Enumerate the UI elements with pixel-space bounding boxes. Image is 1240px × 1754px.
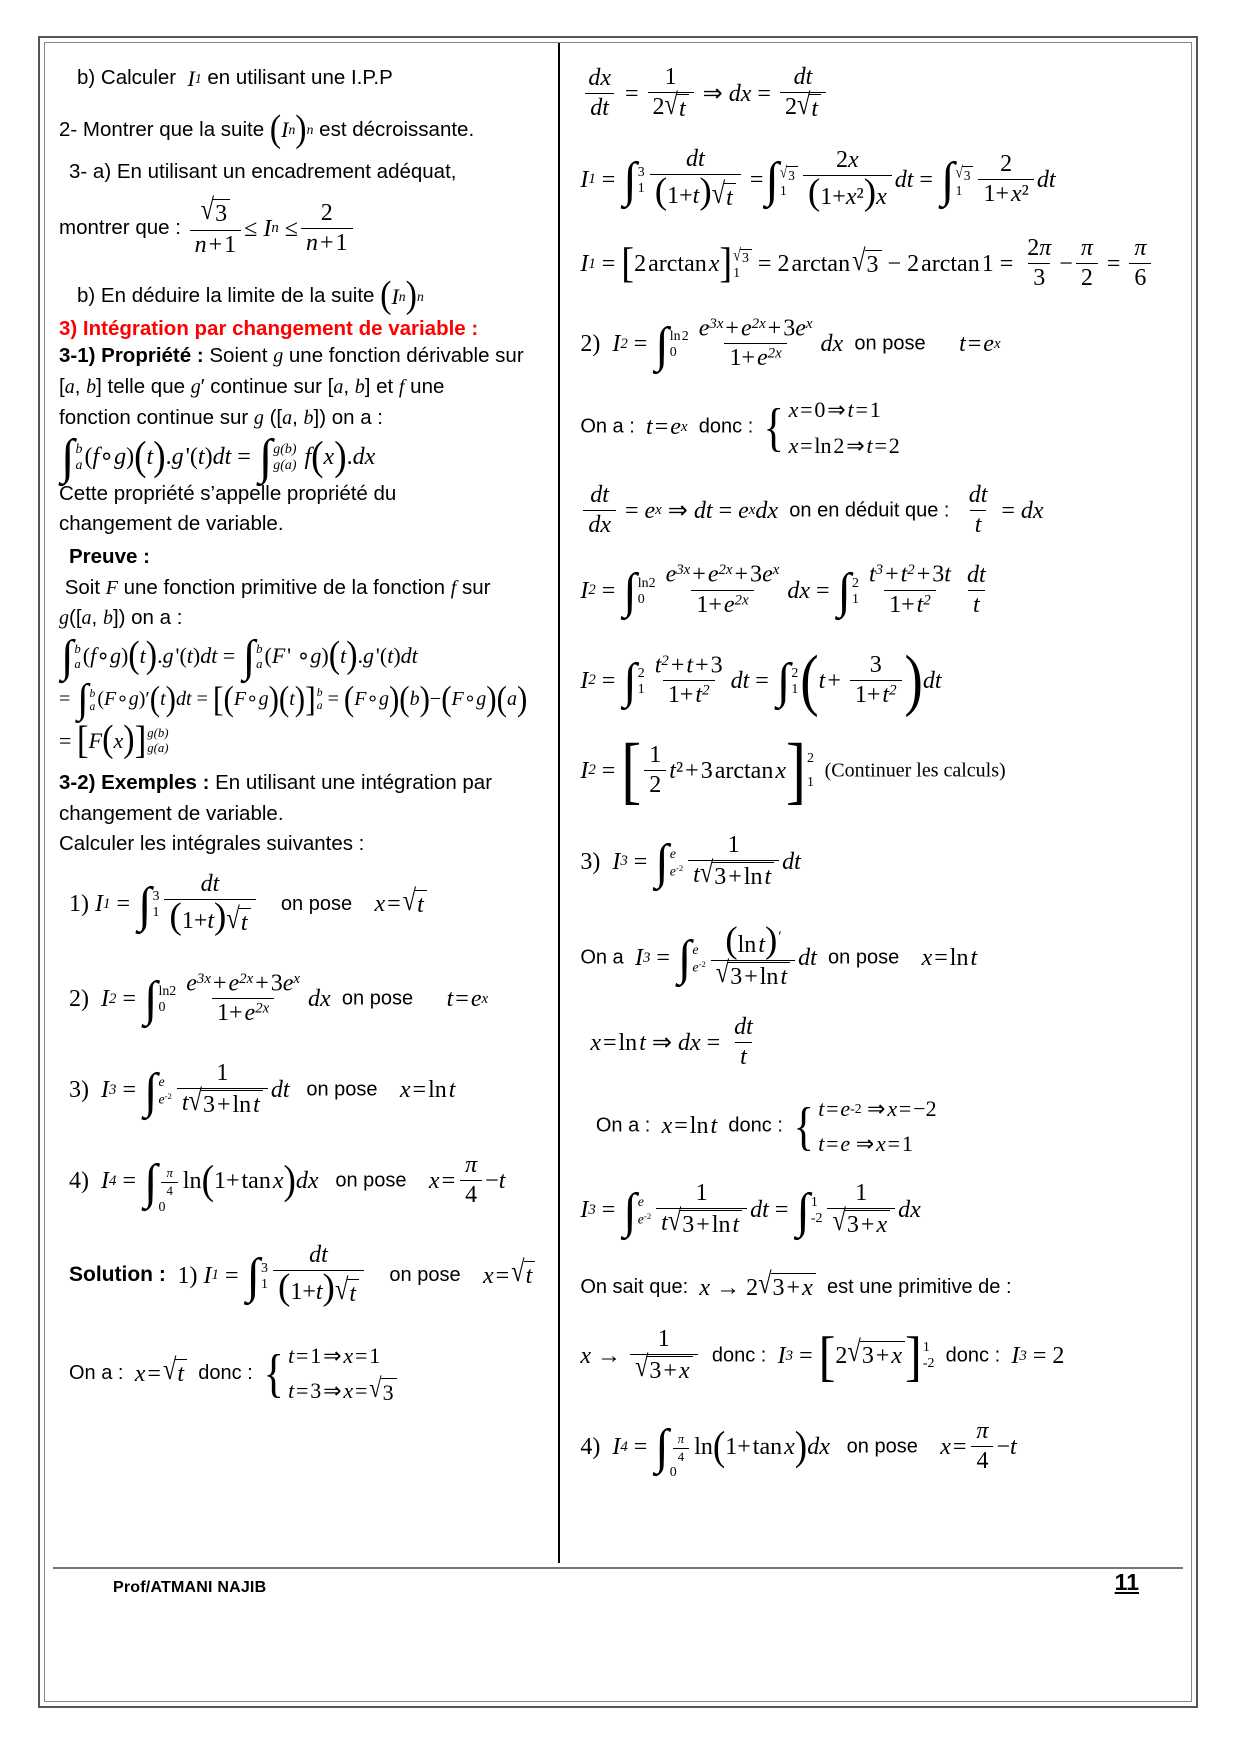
solution-line-2-cases: On a : x = √ t donc : { t = 1 ⇒ x = 1 t = 3 ⇒ x = √ 3	[59, 1342, 544, 1405]
example-1: 1) I 1 = ∫ 3 1 dt (1+t) √ t on pose x = √ t	[59, 872, 544, 937]
property-formula: ∫ b a ( f ∘ g ) ( t ) . g '( t ) dt = ∫ g(b) g(a) f ( x ) . dx	[61, 429, 376, 485]
proof-formula-line-1: ∫ b a ( f ∘ g ) ( t ) . g '( t ) dt = ∫ b a ( F ' ∘ g ) ( t ) . g '( t ) dt	[61, 631, 418, 681]
proof-text-2: g([a, b]) on a :	[59, 606, 183, 630]
right-i2-cases: On a : t = e x donc : { x = 0 ⇒ t = 1 x = ln 2 ⇒ t = 2	[580, 396, 900, 458]
page-border-inner	[44, 42, 1192, 1702]
right-example-4: 4) I 4 = ∫ $\frac{\pi}{4}$ 0 ln ( 1+ tan x ) dx on pose x = $\frac{\pi}{4}$ − t	[580, 1418, 1017, 1481]
right-column	[558, 43, 1191, 1563]
cases-i3: { t = e -2 ⇒ x = −2 t = e ⇒ x = 1	[793, 1095, 937, 1157]
two-column-body	[45, 43, 1191, 1563]
right-i1-chain: I 1 = ∫ 3 1 dt (1+t) √ t = ∫ √ 3 1 $\frac{2x}{\text{(1+x²)x}}$ dt = ∫ √ 3 1 $\frac{2}{\text{1+ x²}}$ dt	[580, 146, 1056, 214]
right-i3-cases: On a : x = ln t donc : { t = e -2 ⇒ x = −2 t = e ⇒ x = 1	[590, 1095, 937, 1157]
exercise-item-3a-inequality: montrer que : √ 3 n + 1 ≤ I n ≤ $\frac{2}{n + 1}$	[59, 199, 544, 258]
property-text-2: [a, b] telle que g′ continue sur [a, b] et f une	[59, 375, 445, 399]
right-i3-dx: x = ln t ⇒ dx = $\frac{dt}{t}$	[590, 1014, 753, 1071]
right-i2-simplify: I 2 = ∫ 2 1 $\frac{t^2 + t + 3}{1+ t^2}$ dt = ∫ 2 1 ( t + $\frac{3}{1+ t^2}$ ) dt	[580, 641, 942, 718]
example-2: 2) I 2 = ∫ ln2 0 $\frac{e^{3x} + e^{2x} + 3e^x}{1+ e^{2x}}$ dx on pose t = e x	[69, 970, 489, 1027]
right-i3-final: x → 1 √ 3 + x donc : I 3 = [ 2 √ 3 + x ] 1 -2 donc : I 3 = 2	[580, 1324, 1065, 1387]
right-example-2: 2) I 2 = ∫ ln 2 0 $\frac{e^{3x} + e^{2x} + 3e^x}{1+ e^{2x}}$ dx on pose t = e x	[580, 315, 1001, 372]
right-primitive-statement: On sait que: x → 2 √ 3 + x est une primitive de :	[580, 1267, 1012, 1302]
right-dt-dx: $\frac{dt}{dx}$ = e x ⇒ dt = e x dx on en déduit que : $\frac{dt}{t}$ = dx	[580, 483, 1177, 539]
cases-i2: { x = 0 ⇒ t = 1 x = ln 2 ⇒ t = 2	[763, 396, 900, 458]
section-heading-change-of-variable: 3) Intégration par changement de variable :	[59, 317, 479, 341]
property-label: 3-1) Propriété :	[59, 344, 204, 368]
solution-label: Solution :	[69, 1263, 166, 1287]
examples-text-3: Calculer les intégrales suivantes :	[59, 832, 365, 856]
exercise-item-3a: 3- a) En utilisant un encadrement adéquat,	[69, 159, 457, 183]
exercise-item-3b: b) En déduire la limite de la suite ( I n ) n	[77, 275, 424, 317]
right-i2-chain: I 2 = ∫ ln2 0 $\frac{e^{3x} + e^{2x} + 3e^x}{1+ e^{2x}}$ dx = ∫ 2 1 $\frac{t^3 + t^2 + 3t}{1+ t^2}$ $\frac{dt}{t}$	[580, 561, 986, 618]
page-number: 11	[1114, 1569, 1139, 1595]
right-i3-lnt: On a I 3 = ∫ e $e^{-2}$ (ln t)′ √ 3 + ln t dt on pose x = ln t	[580, 919, 978, 990]
example-3: 3) I 3 = ∫ e $e^{-2}$ 1 t √ 3 + ln t dt on pose x = ln t	[69, 1060, 456, 1118]
right-dx-dt: $\frac{dx}{dt}$ = 1 2 √ t ⇒ dx = dt 2 √ t	[580, 65, 1177, 123]
page-footer	[45, 1561, 1191, 1701]
proof-label: Preuve :	[69, 545, 150, 569]
examples-label: 3-2) Exemples :	[59, 770, 210, 794]
cases-solution-1: { t = 1 ⇒ x = 1 t = 3 ⇒ x = √ 3	[261, 1342, 397, 1405]
property-note-2: changement de variable.	[59, 512, 284, 536]
examples-paragraph	[59, 770, 544, 797]
exercise-item-2: 2- Montrer que la suite ( I n ) n est décroissante.	[59, 108, 475, 150]
examples-text-1: En utilisant une intégration par	[215, 770, 493, 794]
author-credit: Prof/ATMANI NAJIB	[113, 1579, 267, 1596]
left-column	[45, 43, 558, 1563]
document-page	[38, 36, 1198, 1708]
property-paragraph: 3-1) Propriété : Soient g une fonction dérivable sur	[59, 344, 524, 368]
proof-formula-line-2: = ∫ b a ( F ∘ g )′ ( t ) dt = [ ( F ∘ g ) ( t ) ] b a = ( F ∘ g ) ( b ) − ( F ∘ g ) ( a )	[59, 675, 528, 722]
math-encadrement: √ 3 n + 1 ≤ I n ≤ $\frac{2}{n + 1}$	[187, 199, 356, 258]
footer-divider	[53, 1567, 1183, 1569]
example-4: 4) I 4 = ∫ $\frac{\pi}{4}$ 0 ln ( 1+ tan x ) dx on pose x = $\frac{\pi}{4}$ − t	[69, 1152, 506, 1215]
exercise-item-1b: b) Calculer I 1 en utilisant une I.P.P	[77, 65, 393, 91]
proof-text-1: Soit F une fonction primitive de la fonction f sur	[59, 575, 491, 599]
proof-formula-line-3: = [ F ( x ) ] g(b) g(a)	[59, 718, 169, 762]
examples-text-2: changement de variable.	[59, 801, 284, 825]
right-i1-result: I 1 = [ 2 arctan x ] √ 3 1 = 2 arctan √ 3 − 2 arctan 1 = $\frac{2\pi}{3}$ − $\frac{\pi}{2}$ = $\frac{\pi}{6}$	[580, 236, 1177, 292]
right-i3-chain: I 3 = ∫ e $e^{-2}$ 1 t √ 3 + ln t dt = ∫ 1 -2 1 √ 3 + x dx	[580, 1180, 921, 1239]
right-example-3: 3) I 3 = ∫ e $e^{-2}$ 1 t √ 3 + ln t dt	[580, 831, 801, 890]
property-text-3: fonction continue sur g ([a, b]) on a :	[59, 405, 384, 429]
right-i2-bracket: I 2 = [ $\frac{1}{2}$ t ² + 3 arctan x ] 2 1 (Continuer les calculs)	[580, 728, 1006, 812]
property-note-1: Cette propriété s’appelle propriété du	[59, 481, 397, 505]
solution-line-1: Solution : 1) I 1 = ∫ 3 1 dt (1+t) √ t on pose x = √ t	[59, 1243, 544, 1308]
